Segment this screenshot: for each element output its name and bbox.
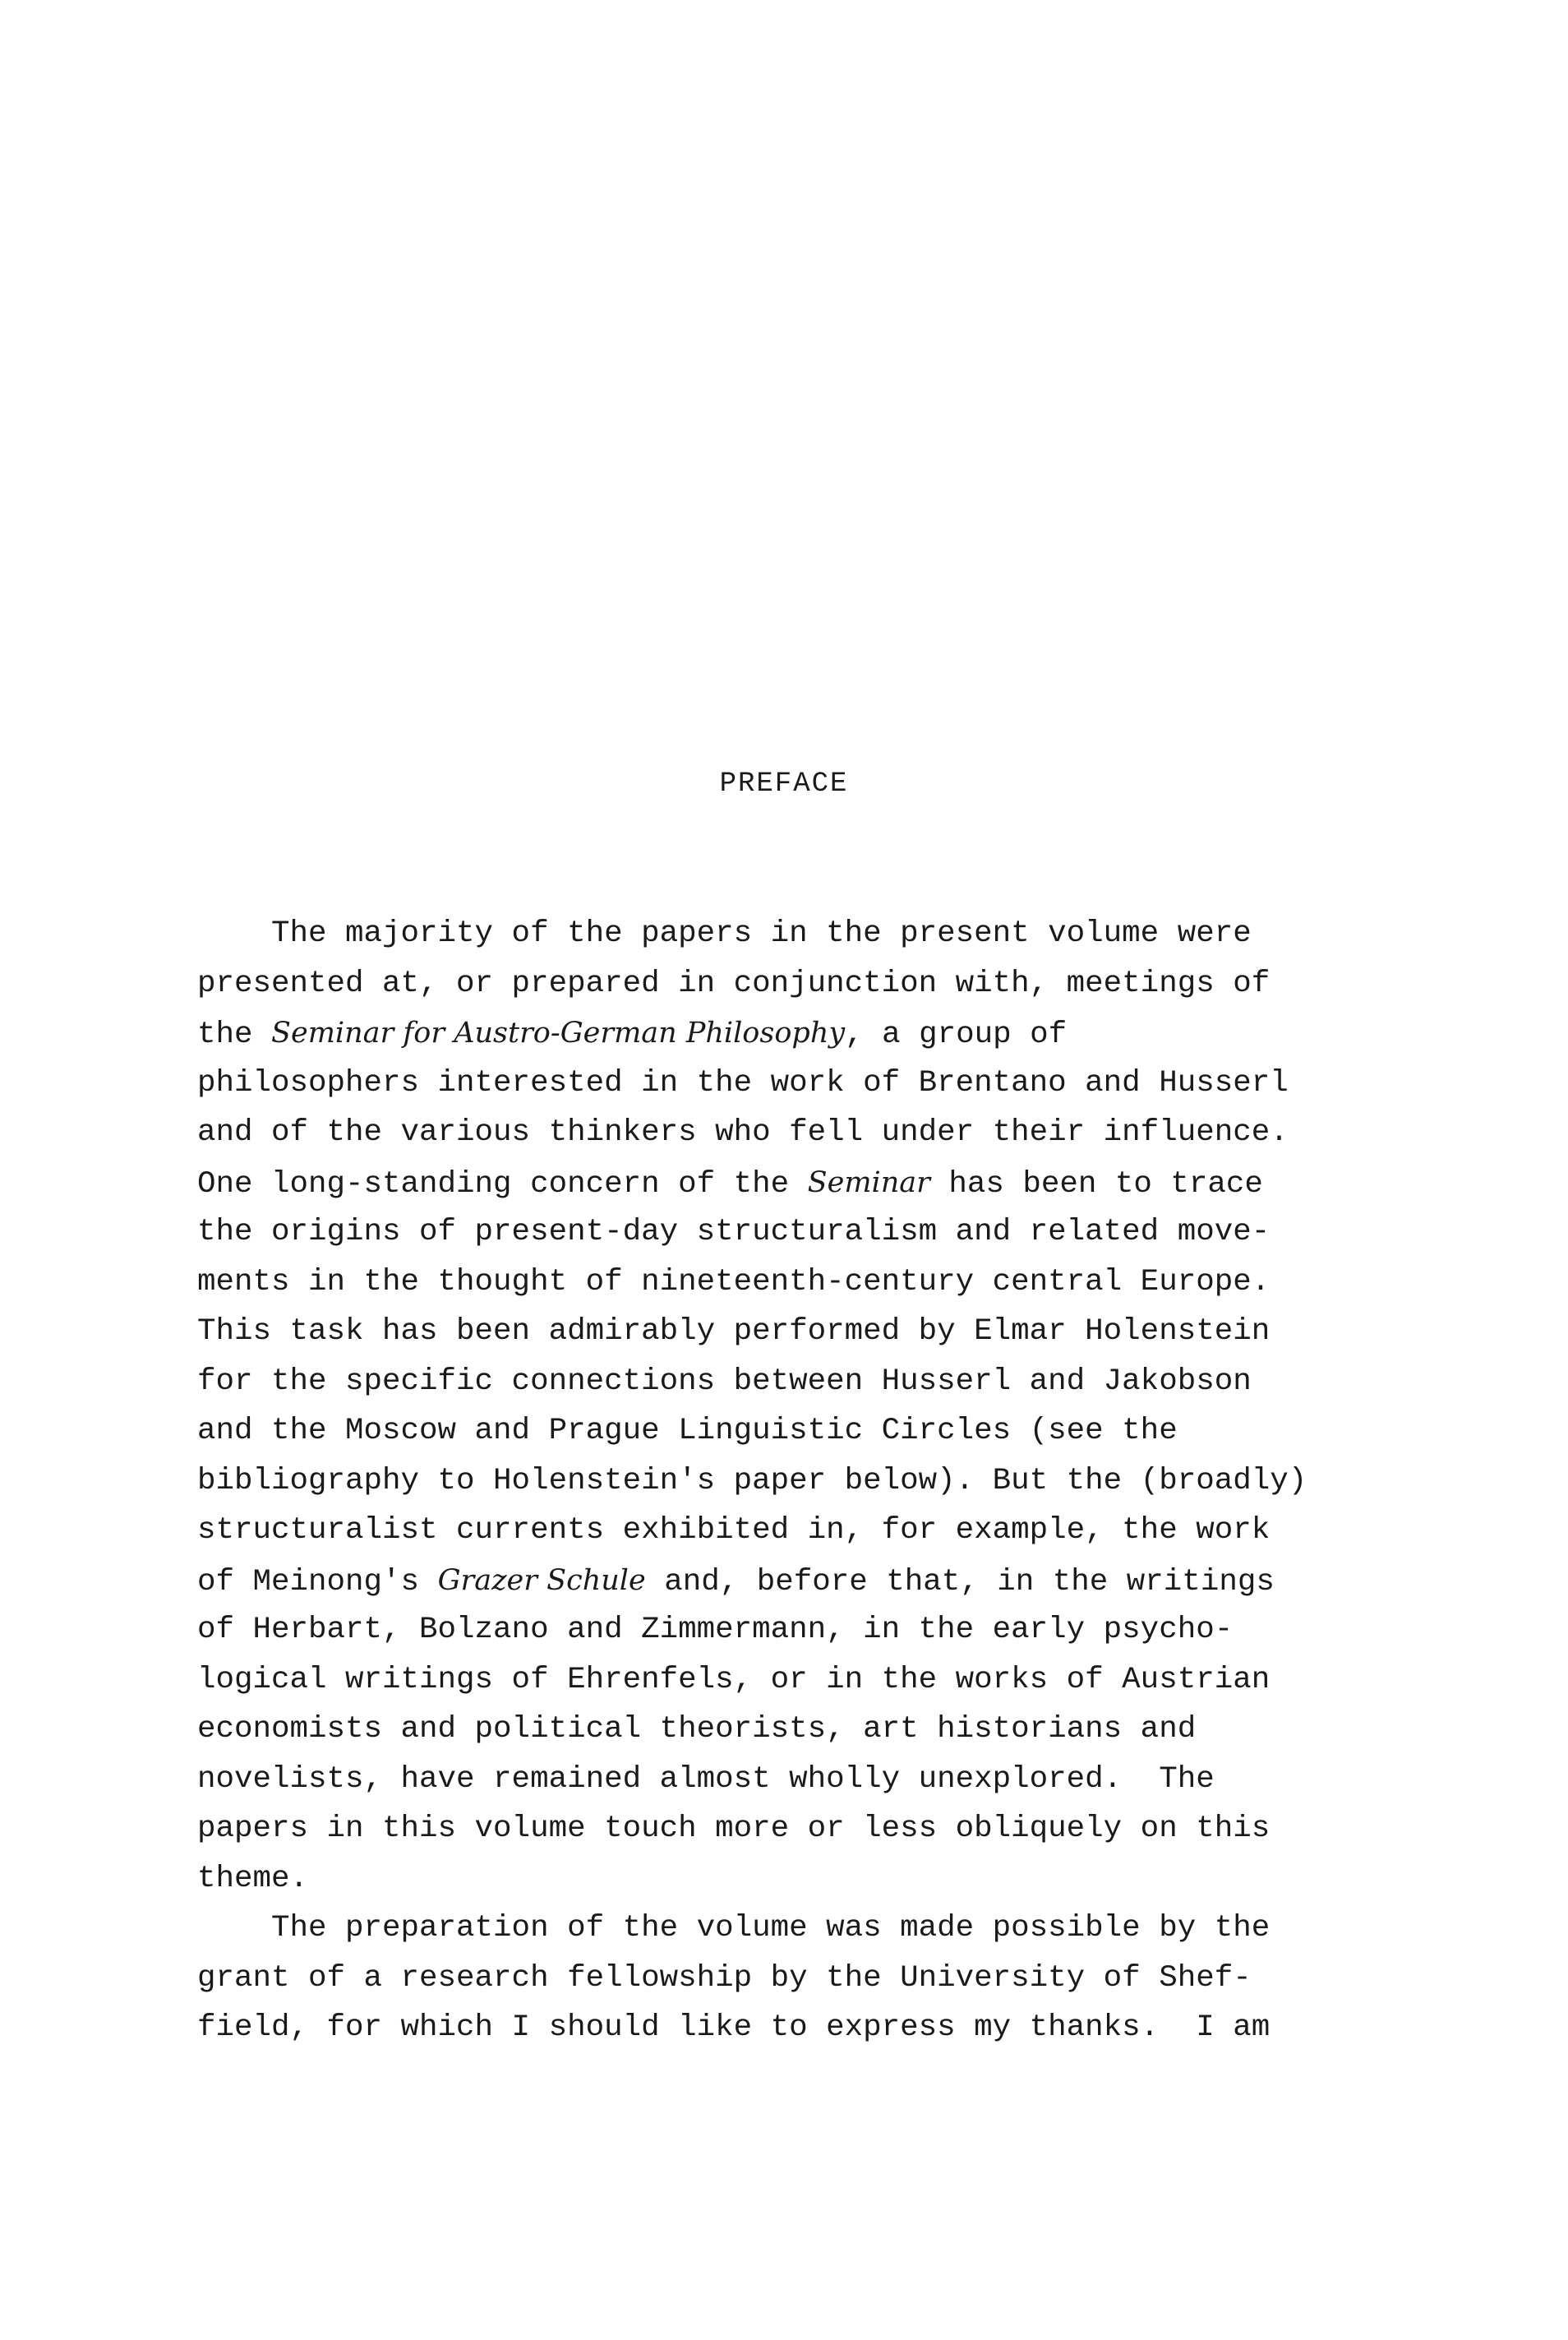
text-segment: philosophers interested in the work of Brentano and Husserl <box>197 1065 1289 1101</box>
text-segment: and the Moscow and Prague Linguistic Circles (see the <box>197 1414 1178 1448</box>
text-line <box>197 1506 1405 1556</box>
text-segment: , a group of <box>845 1018 1068 1052</box>
text-segment: has been to trace <box>929 1166 1263 1202</box>
text-segment: for the specific connections between Husserl and Jakobson <box>197 1364 1252 1399</box>
text-line <box>197 1456 1405 1507</box>
italic-title: Grazer Schule <box>437 1563 646 1597</box>
text-segment: economists and political theorists, art historians and <box>197 1712 1197 1747</box>
text-line <box>197 1954 1405 2004</box>
text-line <box>197 959 1405 1009</box>
text-line <box>197 1804 1405 1854</box>
text-line <box>197 1854 1405 1904</box>
text-segment: and of the various thinkers who fell under their influence. <box>197 1115 1289 1150</box>
text-segment: novelists, have remained almost wholly unexplored. The <box>197 1761 1215 1797</box>
text-segment: the origins of present-day structuralism and related move- <box>197 1215 1271 1249</box>
text-segment: papers in this volume touch more or less obliquely on this <box>197 1812 1271 1846</box>
text-line <box>197 1158 1405 1208</box>
text-segment: of Herbart, Bolzano and Zimmermann, in the early psycho- <box>197 1613 1234 1647</box>
text-line <box>197 2003 1405 2053</box>
text-line <box>197 1904 1405 1954</box>
text-line <box>197 1258 1405 1308</box>
text-segment: This task has been admirably performed by Elmar Holenstein <box>197 1314 1271 1349</box>
text-segment: presented at, or prepared in conjunction with, meetings of <box>197 966 1271 1001</box>
text-segment: logical writings of Ehrenfels, or in the works of Austrian <box>197 1662 1271 1697</box>
text-segment: field, for which I should like to express my thanks. I am <box>197 2010 1271 2045</box>
text-line <box>197 1655 1405 1705</box>
text-segment: theme. <box>197 1861 309 1896</box>
text-line <box>197 1556 1405 1606</box>
text-segment: bibliography to Holenstein's paper below). But the (broadly) <box>197 1463 1307 1498</box>
text-line <box>197 1755 1405 1805</box>
text-line <box>197 1307 1405 1357</box>
text-line <box>197 1207 1405 1258</box>
text-segment: The majority of the papers in the present volume were <box>197 916 1252 951</box>
text-segment: of Meinong's <box>197 1564 438 1599</box>
text-line <box>197 1605 1405 1655</box>
text-line <box>197 909 1405 959</box>
text-line <box>197 1406 1405 1456</box>
preface-body <box>197 909 1405 2053</box>
text-segment: grant of a research fellowship by the University of Shef- <box>197 1960 1252 1996</box>
text-segment: the <box>197 1018 272 1052</box>
italic-title: Seminar <box>807 1165 930 1199</box>
page-title: PREFACE <box>719 768 849 800</box>
text-segment: The preparation of the volume was made possible by the <box>197 1911 1271 1945</box>
text-line <box>197 1705 1405 1755</box>
italic-title: Seminar for Austro-German Philosophy <box>271 1017 846 1050</box>
text-line <box>197 1357 1405 1407</box>
text-segment: structuralist currents exhibited in, for example, the work <box>197 1513 1271 1548</box>
text-segment: and, before that, in the writings <box>645 1564 1275 1599</box>
text-line <box>197 1008 1405 1059</box>
text-line <box>197 1059 1405 1109</box>
text-segment: One long-standing concern of the <box>197 1166 808 1202</box>
text-segment: ments in the thought of nineteenth-century central Europe. <box>197 1264 1271 1299</box>
text-line <box>197 1108 1405 1158</box>
